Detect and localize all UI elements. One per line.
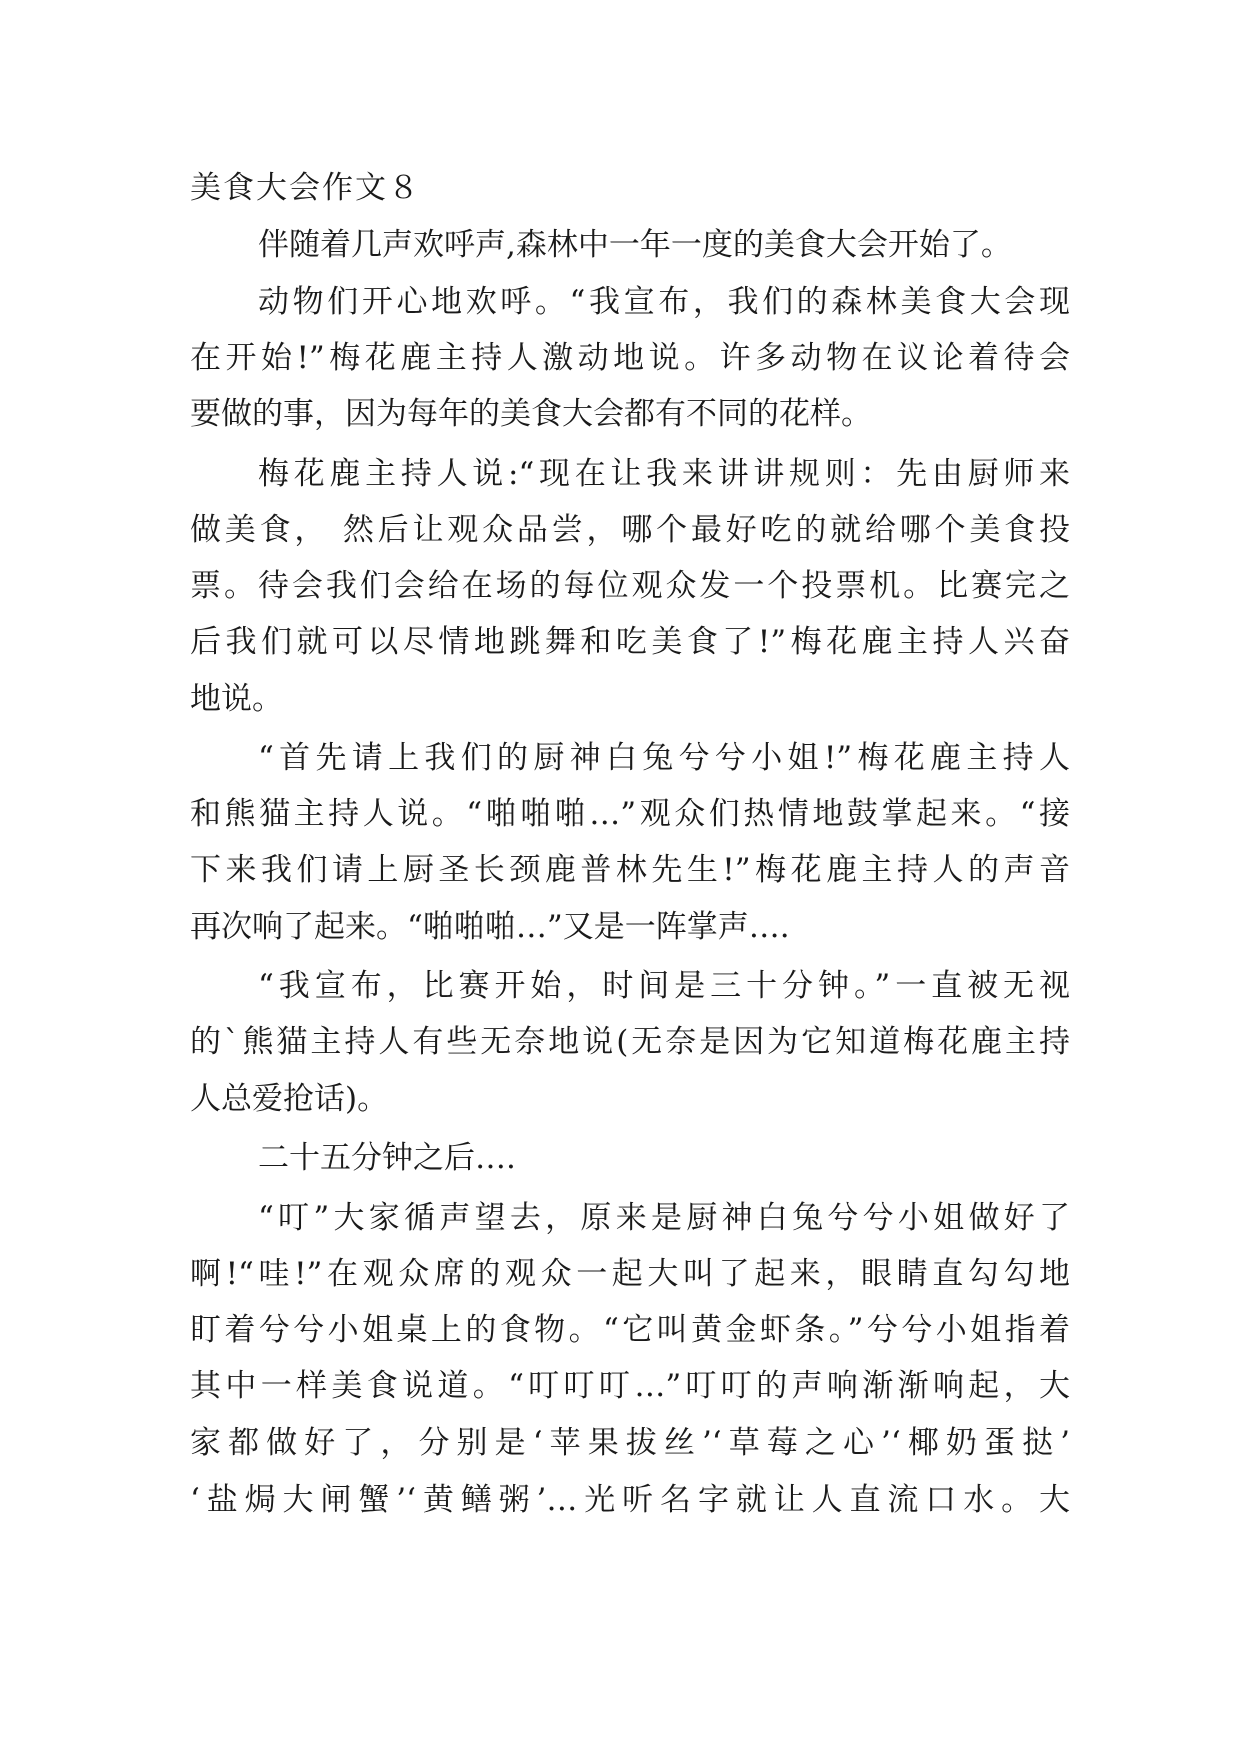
text-line: 要做的事，因为每年的美食大会都有不同的花样。 (190, 396, 872, 432)
text-line: 在开始!”梅花鹿主持人激动地说。许多动物在议论着待会 (190, 340, 1070, 376)
document-title: 美食大会作文８ (190, 170, 421, 206)
text-line: 票。待会我们会给在场的每位观众发一个投票机。比赛完之 (190, 568, 1070, 604)
text-line: 盯着兮兮小姐桌上的食物。“它叫黄金虾条。”兮兮小姐指着 (190, 1312, 1070, 1348)
text-line: 下来我们请上厨圣长颈鹿普林先生!”梅花鹿主持人的声音 (190, 852, 1070, 888)
text-line: 二十五分钟之后…. (258, 1140, 516, 1176)
text-line: “叮”大家循声望去，原来是厨神白兔兮兮小姐做好了 (258, 1200, 1070, 1236)
text-line: 和熊猫主持人说。“啪啪啪…”观众们热情地鼓掌起来。“接 (190, 796, 1070, 832)
text-line: 地说。 (190, 681, 283, 717)
text-line: 啊!“哇!”在观众席的观众一起大叫了起来，眼睛直勾勾地 (190, 1256, 1070, 1292)
text-line: 后我们就可以尽情地跳舞和吃美食了!”梅花鹿主持人兴奋 (190, 624, 1070, 660)
text-line: 的`熊猫主持人有些无奈地说(无奈是因为它知道梅花鹿主持 (190, 1024, 1070, 1060)
text-line: 再次响了起来。“啪啪啪…”又是一阵掌声…. (190, 909, 790, 945)
text-line: ‘盐焗大闸蟹’‘黄鳝粥’…光听名字就让人直流口水。大 (190, 1482, 1070, 1518)
text-line: 其中一样美食说道。“叮叮叮…”叮叮的声响渐渐响起，大 (190, 1368, 1070, 1404)
text-line: 伴随着几声欢呼声,森林中一年一度的美食大会开始了。 (258, 227, 1012, 263)
text-line: 动物们开心地欢呼。“我宣布，我们的森林美食大会现 (258, 284, 1070, 320)
text-line: “首先请上我们的厨神白兔兮兮小姐!”梅花鹿主持人 (258, 740, 1070, 776)
text-line: 做美食， 然后让观众品尝，哪个最好吃的就给哪个美食投 (190, 512, 1070, 548)
text-line: 家都做好了，分别是‘苹果拔丝’‘草莓之心’‘椰奶蛋挞’ (190, 1425, 1070, 1461)
text-line: 人总爱抢话)。 (190, 1081, 389, 1117)
text-line: “我宣布，比赛开始，时间是三十分钟。”一直被无视 (258, 968, 1070, 1004)
text-line: 梅花鹿主持人说:“现在让我来讲讲规则：先由厨师来 (258, 456, 1070, 492)
